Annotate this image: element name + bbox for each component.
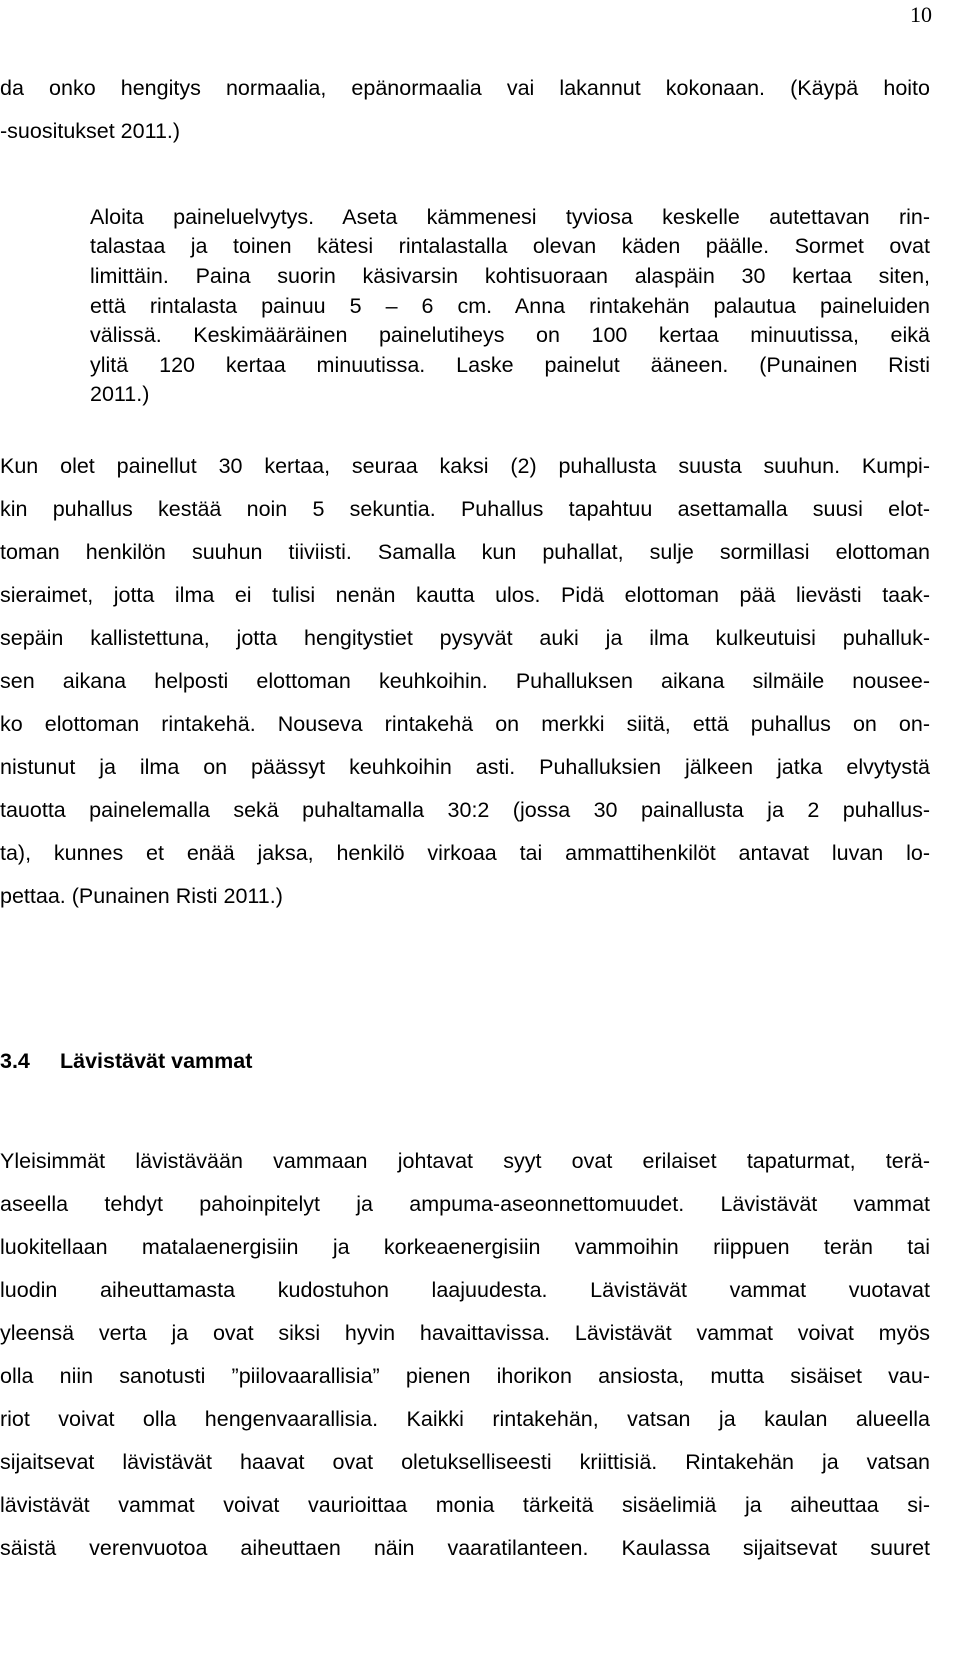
text-line: säistä verenvuotoa aiheuttaen näin vaaratilanteen. Kaulassa sijaitsevat suuret: [0, 1536, 930, 1560]
text-line: Aloita paineluelvytys. Aseta kämmenesi tyviosa keskelle autettavan rin-: [90, 205, 930, 229]
text-line: sieraimet, jotta ilma ei tulisi nenän kautta ulos. Pidä elottoman pää lievästi taak-: [0, 583, 930, 607]
text-line: -suositukset 2011.): [0, 119, 181, 143]
text-line: Yleisimmät lävistävään vammaan johtavat syyt ovat erilaiset tapaturmat, terä-: [0, 1149, 930, 1173]
text-line: ta), kunnes et enää jaksa, henkilö virkoaa tai ammattihenkilöt antavat luvan lo-: [0, 841, 930, 865]
text-line: ylitä 120 kertaa minuutissa. Laske painelut ääneen. (Punainen Risti: [90, 353, 930, 377]
text-line: riot voivat olla hengenvaarallisia. Kaikki rintakehän, vatsan ja kaulan alueella: [0, 1407, 930, 1431]
text-line: olla niin sanotusti ”piilovaarallisia” pienen ihorikon ansiosta, mutta sisäiset vau-: [0, 1364, 930, 1388]
text-line: kin puhallus kestää noin 5 sekuntia. Puhallus tapahtuu asettamalla suusi elot-: [0, 497, 930, 521]
page-number: 10: [910, 2, 932, 27]
text-line: yleensä verta ja ovat siksi hyvin havaittavissa. Lävistävät vammat voivat myös: [0, 1321, 930, 1345]
text-line: sijaitsevat lävistävät haavat ovat oletukselliseesti kriittisiä. Rintakehän ja vatsan: [0, 1450, 930, 1474]
text-line: aseella tehdyt pahoinpitelyt ja ampuma-aseonnettomuudet. Lävistävät vammat: [0, 1192, 930, 1216]
section-heading: [0, 1049, 252, 1074]
text-line: sepäin kallistettuna, jotta hengitystiet pysyvät auki ja ilma kulkeutuisi puhalluk-: [0, 626, 930, 650]
section-number: 3.4: [0, 1049, 30, 1073]
text-line: Kun olet painellut 30 kertaa, seuraa kaksi (2) puhallusta suusta suuhun. Kumpi-: [0, 454, 930, 478]
text-line: että rintalasta painuu 5 – 6 cm. Anna rintakehän palautua paineluiden: [90, 294, 930, 318]
text-line: luodin aiheuttamasta kudostuhon laajuudesta. Lävistävät vammat vuotavat: [0, 1278, 930, 1302]
text-line: sen aikana helposti elottoman keuhkoihin. Puhalluksen aikana silmäile nousee-: [0, 669, 930, 693]
text-line: ko elottoman rintakehä. Nouseva rintakehä on merkki siitä, että puhallus on on-: [0, 712, 930, 736]
text-line: nistunut ja ilma on päässyt keuhkoihin asti. Puhalluksien jälkeen jatka elvytystä: [0, 755, 930, 779]
text-line: da onko hengitys normaalia, epänormaalia vai lakannut kokonaan. (Käypä hoito: [0, 76, 930, 100]
text-line: limittäin. Paina suorin käsivarsin kohtisuoraan alaspäin 30 kertaa siten,: [90, 264, 930, 288]
text-line: luokitellaan matalaenergisiin ja korkeaenergisiin vammoihin riippuen terän tai: [0, 1235, 930, 1259]
text-line: lävistävät vammat voivat vaurioittaa monia tärkeitä sisäelimiä ja aiheuttaa si-: [0, 1493, 930, 1517]
section-title: Lävistävät vammat: [60, 1049, 253, 1073]
text-line: 2011.): [90, 382, 150, 406]
text-line: toman henkilön suuhun tiiviisti. Samalla kun puhallat, sulje sormillasi elottoman: [0, 540, 930, 564]
text-line: tauotta painelemalla sekä puhaltamalla 30:2 (jossa 30 painallusta ja 2 puhallus-: [0, 798, 930, 822]
text-line: välissä. Keskimääräinen painelutiheys on 100 kertaa minuutissa, eikä: [90, 323, 930, 347]
text-line: pettaa. (Punainen Risti 2011.): [0, 884, 283, 908]
text-line: talastaa ja toinen kätesi rintalastalla olevan käden päälle. Sormet ovat: [90, 234, 930, 258]
